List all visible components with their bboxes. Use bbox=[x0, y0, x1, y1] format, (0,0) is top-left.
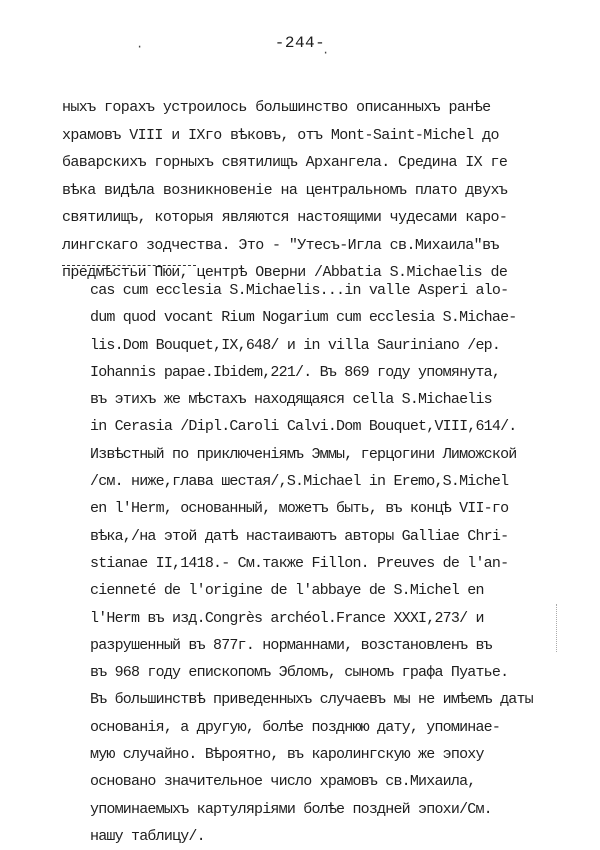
text-line: ныхъ горахъ устроилось большинство описанныхъ ранѣе bbox=[62, 99, 491, 116]
text-line: храмовъ VIII и IXго вѣковъ, отъ Mont-Saint-Michel до bbox=[62, 126, 499, 144]
footnote-line: cienneté de l'origine de l'abbaye de S.Michel en bbox=[90, 582, 484, 600]
footnote-separator bbox=[62, 265, 196, 266]
main-text bbox=[62, 94, 508, 287]
text-line: баварскихъ горныхъ святилищъ Архангела. Средина IX ге bbox=[62, 154, 508, 171]
text-line: лингскаго зодчества. Это - "Утесъ-Игла св.Михаила"въ bbox=[62, 236, 499, 254]
footnote-line: Извѣстный по приключеніямъ Эммы, герцогини Лиможской bbox=[90, 445, 517, 463]
margin-dot-marks bbox=[556, 604, 563, 652]
footnote-line: /см. ниже,глава шестая/,S.Michael in Eremo,S.Michel bbox=[90, 473, 509, 491]
footnote-line: нашу таблицу/. bbox=[90, 827, 205, 845]
speck-mark: · bbox=[136, 40, 144, 54]
footnote-line: Iohannis papae.Ibidem,221/. Въ 869 году упомянута, bbox=[90, 363, 501, 381]
footnote-line: in Cerasia /Dipl.Caroli Calvi.Dom Bouquet,VIII,614/. bbox=[90, 418, 517, 436]
footnote-line: мую случайно. Вѣроятно, въ каролингскую же эпоху bbox=[90, 746, 484, 764]
footnote-line: въ этихъ же мѣстахъ находящаяся cella S.Michaelis bbox=[90, 391, 492, 409]
footnote-line: основано значительное число храмовъ св.Михаила, bbox=[90, 773, 476, 791]
speck-mark: · bbox=[322, 46, 330, 60]
footnote-line: l'Herm въ изд.Congrès archéol.France XXXI,273/ и bbox=[90, 609, 484, 627]
footnote-line: stianae II,1418.- См.также Fillon. Preuves de l'an- bbox=[90, 554, 509, 572]
footnote-line: en l'Herm, основанный, можетъ быть, въ концѣ VII-го bbox=[90, 500, 509, 518]
footnote-line: cas cum ecclesia S.Michaelis...in valle Asperi alo- bbox=[90, 282, 509, 299]
text-line: предмѣстьи Пюи, центрѣ Оверни /Abbatia S.Michaelis de bbox=[62, 264, 508, 281]
footnote-line: упоминаемыхъ картуляріями болѣе поздней эпохи/См. bbox=[90, 800, 492, 818]
footnote-line: основанія, а другую, болѣе позднюю дату, упоминае- bbox=[90, 718, 501, 736]
text-line: вѣка видѣла возникновеніе на центральномъ плато двухъ bbox=[62, 181, 508, 199]
footnote-line: lis.Dom Bouquet,IX,648/ и in villa Sauriniano /ep. bbox=[90, 336, 501, 354]
footnote-line: Въ большинствѣ приведенныхъ случаевъ мы не имѣемъ даты bbox=[90, 691, 533, 709]
footnote-line: dum quod vocant Rium Nogarium cum ecclesia S.Michae- bbox=[90, 309, 517, 327]
footnote-line: разрушенный въ 877г. норманнами, возстановленъ въ bbox=[90, 636, 492, 654]
footnote bbox=[90, 277, 533, 850]
footnote-line: въ 968 году епископомъ Эбломъ, сыномъ графа Пуатье. bbox=[90, 664, 509, 682]
text-line: святилищъ, которыя являются настоящими чудесами каро- bbox=[62, 209, 508, 226]
footnote-line: вѣка,/на этой датѣ настаиваютъ авторы Galliae Chri- bbox=[90, 527, 509, 545]
page-number: -244- bbox=[274, 34, 326, 52]
